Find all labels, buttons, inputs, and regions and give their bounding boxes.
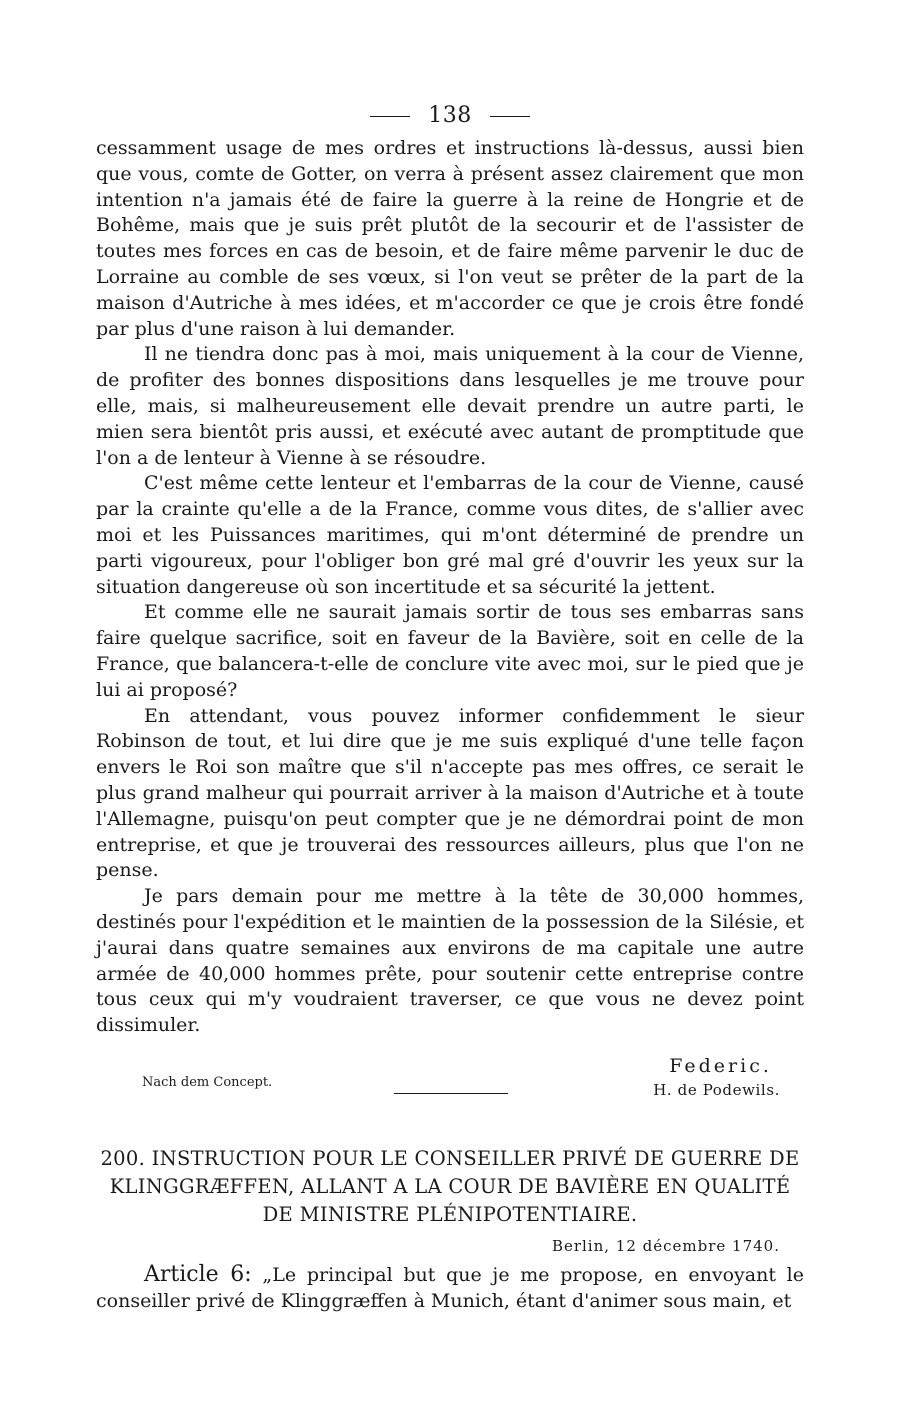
header-dash-right xyxy=(490,116,530,117)
signer-name: Federic. xyxy=(669,1054,772,1077)
section-number: 200. xyxy=(100,1146,146,1170)
section-divider xyxy=(394,1093,508,1094)
body-paragraph: Il ne tiendra donc pas à moi, mais uniquement à la cour de Vienne, de profiter des bonnes dispositions dans lesquelles je me trouve pour elle, mais, si malheureusement elle devait prendre un autre parti, le mien sera bientôt pris aussi, et exécuté avec autant de promptitude que l'on a de lenteur à Vienne à se résoudre. xyxy=(96,343,804,469)
body-paragraph: En attendant, vous pouvez informer confidemment le sieur Robinson de tout, et lui dire que je me suis expliqué d'une telle façon envers le Roi son maître que s'il n'accepte pas mes offres, ce serait le plus grand malheur qui pourrait arriver à la maison d'Autriche et à toute l'Allemagne, puisqu'on peut compter que je ne démordrai point de mon entreprise, et que je trouverai des ressources ailleurs, plus que l'on ne pense. xyxy=(96,704,804,882)
body-paragraph: Je pars demain pour me mettre à la tête de 30,000 hommes, destinés pour l'expédition et le maintien de la possession de la Silésie, et j'aurai dans quatre semaines aux environs de ma capitale une autre armée de 40,000 hommes prête, pour soutenir cette entreprise contre tous ceux qui m'y voudraient traverser, ce que vous ne devez point dissimuler. xyxy=(96,885,804,1037)
source-note: Nach dem Concept. xyxy=(142,1074,273,1090)
page-number: 138 xyxy=(428,103,472,128)
section-title: INSTRUCTION POUR LE CONSEILLER PRIVÉ DE GUERRE DE KLINGGRÆFFEN, ALLANT A LA COUR DE BAVIÈRE EN QUALITÉ DE MINISTRE PLÉNIPOTENTIAIRE. xyxy=(109,1146,800,1226)
body-paragraph: Et comme elle ne saurait jamais sortir de tous ses embarras sans faire quelque sacrifice, soit en faveur de la Bavière, soit en celle de la France, que balancera-t-elle de conclure vite avec moi, sur le pied que je lui ai proposé? xyxy=(96,601,804,701)
letter-body xyxy=(96,136,804,1039)
signatures xyxy=(653,1053,780,1101)
document-page xyxy=(96,96,804,1314)
signature-block xyxy=(96,1053,804,1105)
page-header xyxy=(96,96,804,136)
dateline: Berlin, 12 décembre 1740. xyxy=(551,1236,780,1255)
body-paragraph: cessamment usage de mes ordres et instructions là-dessus, aussi bien que vous, comte de Gotter, on verra à présent assez clairement que mon intention n'a jamais été de faire la guerre à la reine de Hongrie et de Bohême, mais que je suis prêt plutôt de la secourir et de l'assister de toutes mes forces en cas de besoin, et de faire même parvenir le duc de Lorraine au comble de ses vœux, si l'on veut se prêter de la part de la maison d'Autriche à mes idées, et m'accorder ce que je crois être fondé par plus d'une raison à lui demander. xyxy=(96,137,804,340)
article-text: „Le principal but que je me propose, en envoyant le conseiller privé de Klinggræffen à Munich, étant d'animer sous main, et xyxy=(96,1263,805,1312)
article-paragraph xyxy=(96,1262,804,1314)
section-heading xyxy=(96,1145,804,1229)
article-label: Article 6: xyxy=(144,1261,252,1287)
countersigner-name: H. de Podewils. xyxy=(653,1080,780,1099)
body-paragraph: C'est même cette lenteur et l'embarras de la cour de Vienne, causé par la crainte qu'elle a de la France, comme vous dites, de s'allier avec moi et les Puissances maritimes, qui m'ont déterminé de prendre un parti vigoureux, pour l'obliger bon gré mal gré d'ouvrir les yeux sur la situation dangereuse où son incertitude et sa sécurité la jettent. xyxy=(96,472,804,598)
header-dash-left xyxy=(370,116,410,117)
